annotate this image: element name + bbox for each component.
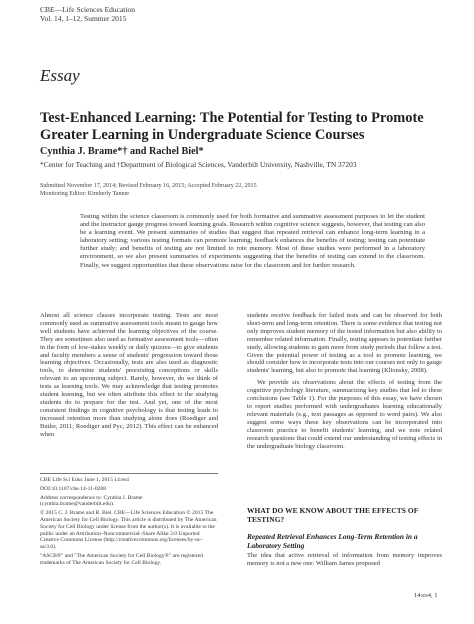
divider [40,473,218,474]
subsection-heading: Repeated Retrieval Enhances Long-Term Retention in a Laboratory Setting [247,532,418,550]
citation-line: CBE Life Sci Educ June 1, 2015 14:es4 [40,477,129,483]
copyright: © 2015 C. J. Brame and R. Biel. CBE—Life Sciences Education © 2015 The American Society for Cell Biology. This article is distributed by The American Society for Cell Biology under license from the author(s). It is available to the public under an Attribution–Noncommercial–Share Alike 3.0 Unported Creative Commons License (http://creativecommons.org/licenses/by-nc-sa/3.0). [40,510,217,551]
author-list: Cynthia J. Brame*† and Rachel Biel* [40,146,204,157]
page-number: 14:es4, 1 [414,592,438,599]
paragraph: students receive feedback for failed tests and can be observed for both short-term and long-term retention. There is some evidence that testing not only improves student memory of the tested information but also ability to remember related information. Finally, testing appears to potentiate further study, allowing students to gain more from study periods that follow a test. Given the potential power of testing as a tool to promote learning, we should consider how to incorporate tests into our courses not only to gauge students' learning, but also to promote that learning (Klionsky, 2008). [247,312,442,375]
journal-volume: Vol. 14, 1–12, Summer 2015 [40,13,127,23]
affiliation: *Center for Teaching and †Department of Biological Sciences, Vanderbilt University, Nashville, TN 37203 [40,160,357,169]
paragraph: We provide six observations about the effects of testing from the cognitive psychology literature, summarizing key studies that led to these conclusions (see Table 1). For the purposes of this essay, we have chosen to report studies performed with undergraduates learning educationally relevant materials (e.g., text passages as opposed to word pairs). We also suggest some ways these key observations can be incorporated into classroom practice to benefit students' learning, and we note related research questions that could extend our understanding of testing effects in the undergraduate biology classroom. [247,379,442,450]
submitted-line: Submitted November 17, 2014; Revised February 16, 2015; Accepted February 22, 2015 [40,183,257,189]
trademark: "ASCB®" and "The American Society for Cell Biology®" are registered trademarks of The American Society for Cell Biology. [40,552,203,566]
monitoring-editor: Monitoring Editor: Kimberly Tanner [40,191,130,197]
article-title: Test-Enhanced Learning: The Potential for Testing to Promote Greater Learning in Undergraduate Science Courses [40,110,424,143]
running-header [40,6,135,23]
paragraph: The idea that active retrieval of information from memory improves memory is not a new one: William James proposed [247,552,442,567]
right-column [247,312,442,454]
paragraph: Almost all science classes incorporate testing. Tests are most commonly used as summative assessment tools meant to gauge how well students have achieved the learning objectives of the course. They are sometimes also used as formative assessment tools—often in the form of low-stakes weekly or daily quizzes—to give students and faculty members a sense of students' progression toward those learning objectives. Occasionally, tests are also used as diagnostic tools, to determine students' preexisting conceptions or skills relevant to an upcoming subject. Rarely, however, do we think of tests as learning tools. We may acknowledge that testing promotes student learning, but we often attribute this effect to the studying students do to prepare for the test. And yet, one of the most consistent findings in cognitive psychology is that testing leads to increased retention more than studying alone does (Roediger and Butler, 2011; Roediger and Pyc, 2012). This effect can be enhanced when [40,312,218,438]
submission-dates [40,182,257,198]
correspondence: Address correspondence to: Cynthia J. Brame (cynthia.brame@vanderbilt.edu). [40,494,143,508]
abstract: Testing within the science classroom is commonly used for both formative and summative assessment purposes to let the student and the instructor gauge progress toward learning goals. Research within cognitive science suggests, however, that testing can also be a learning event. We present summaries of studies that suggest that repeated retrieval can enhance long-term learning in a laboratory setting; various testing formats can promote learning; feedback enhances the benefits of testing; testing can potentiate further study; and benefits of testing are not limited to rote memory. Most of these studies were performed in a laboratory environment, so we also present summaries of experiments suggesting that the benefits of testing can extend to the classroom. Finally, we suggest opportunities that these observations raise for the classroom and for further research. [80,213,425,269]
section-heading: WHAT DO WE KNOW ABOUT THE EFFECTS OF TESTING? [247,506,419,524]
left-column [40,312,218,443]
publication-info [40,473,218,569]
article-type: Essay [40,66,80,85]
journal-name: CBE—Life Sciences Education [40,5,135,14]
doi-line: DOI:10.1187/cbe.14-11-0208 [40,485,107,492]
right-column-continuation [247,552,442,572]
